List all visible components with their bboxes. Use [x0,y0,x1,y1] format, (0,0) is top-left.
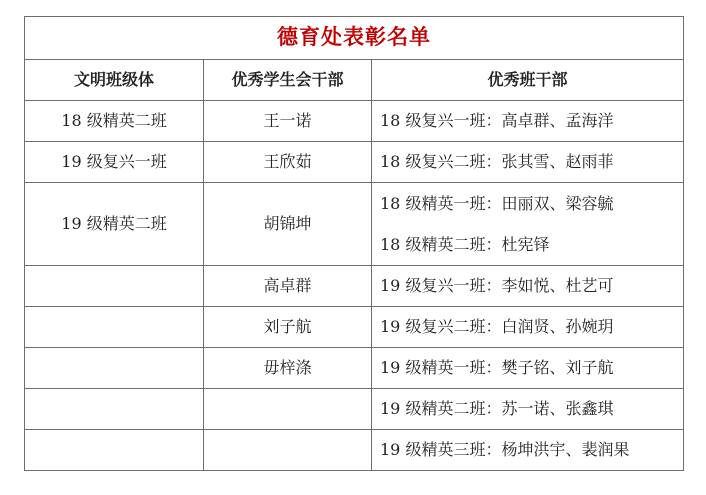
table-row [25,142,684,183]
table-row [25,307,684,348]
monitor-cell: 19 级复兴二班：白润贤、孙婉玥 [372,307,684,348]
table-row [25,101,684,142]
monitor-cell [372,183,684,266]
class-cell [25,348,204,389]
leader-cell: 高卓群 [204,266,372,307]
monitor-cell: 19 级复兴一班：李如悦、杜艺可 [372,266,684,307]
title-cell [25,17,684,60]
class-cell [25,307,204,348]
class-cell [25,266,204,307]
table-row [25,183,684,266]
monitor-cell: 19 级精英二班：苏一诺、张鑫琪 [372,389,684,430]
table-row [25,389,684,430]
class-cell: 19 级复兴一班 [25,142,204,183]
monitor-cell: 18 级复兴一班：高卓群、孟海洋 [372,101,684,142]
leader-cell: 胡锦坤 [204,183,372,266]
page-title: 德育处表彰名单 [277,25,432,49]
class-cell [25,430,204,471]
header-row [25,60,684,101]
class-cell: 19 级精英二班 [25,183,204,266]
header-student-leader: 优秀学生会干部 [204,60,372,101]
leader-cell: 王欣茹 [204,142,372,183]
table-row [25,266,684,307]
monitor-cell: 18 级复兴二班：张其雪、赵雨菲 [372,142,684,183]
leader-cell [204,389,372,430]
table-row [25,430,684,471]
monitor-line: 18 级精英二班：杜宪铎 [380,235,550,254]
title-row [25,17,684,60]
leader-cell: 刘子航 [204,307,372,348]
leader-cell: 王一诺 [204,101,372,142]
monitor-cell: 19 级精英三班：杨坤洪宇、裴润果 [372,430,684,471]
class-cell: 18 级精英二班 [25,101,204,142]
leader-cell: 毋梓涤 [204,348,372,389]
header-class: 文明班级体 [25,60,204,101]
monitor-cell: 19 级精英一班：樊子铭、刘子航 [372,348,684,389]
monitor-line: 18 级精英一班：田丽双、梁容毓 [380,194,614,213]
table-row [25,348,684,389]
header-class-monitor: 优秀班干部 [372,60,684,101]
honor-list-table [24,16,684,471]
leader-cell [204,430,372,471]
class-cell [25,389,204,430]
